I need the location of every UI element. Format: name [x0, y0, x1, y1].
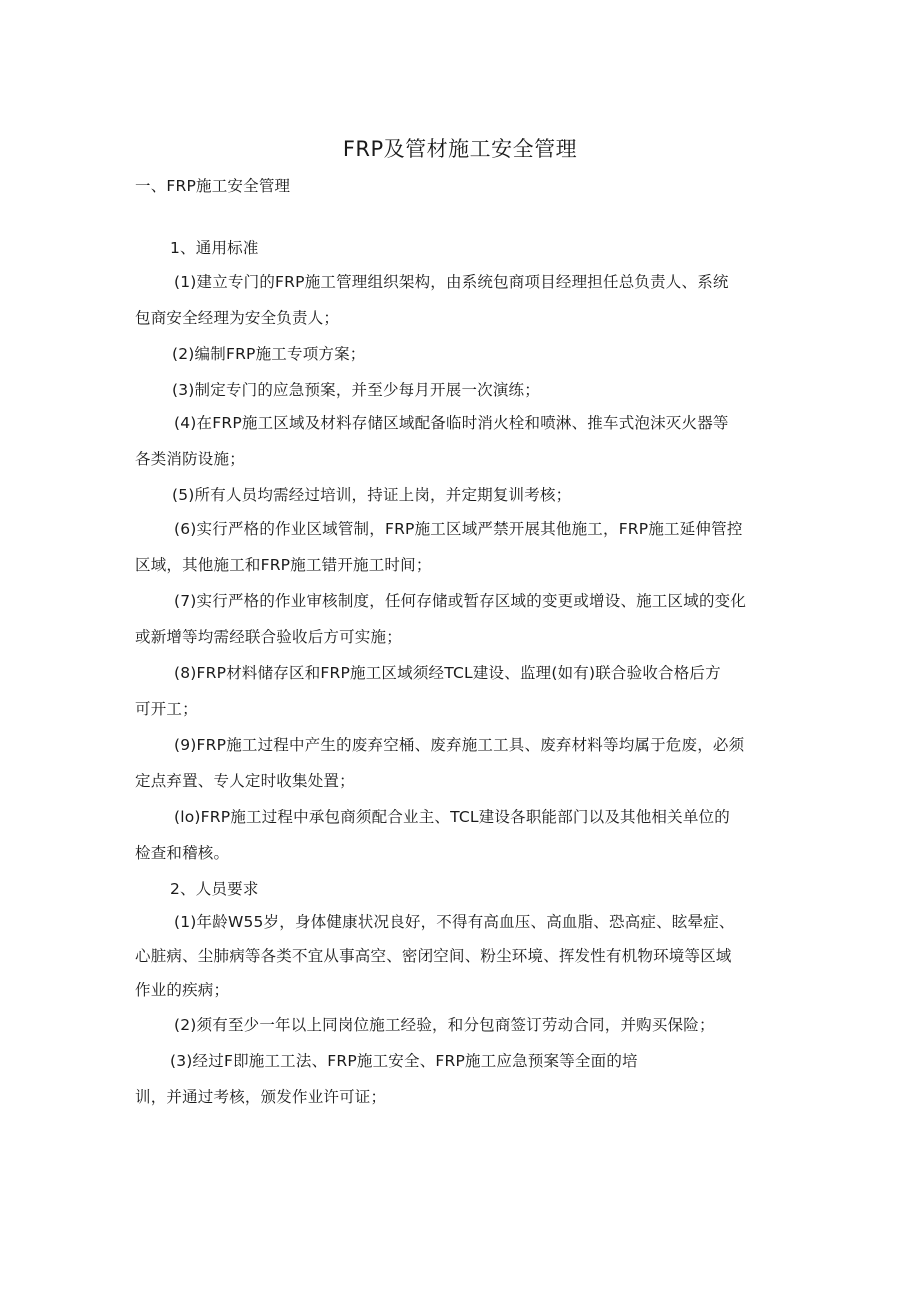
paragraph-line: (7)实行严格的作业审核制度，任何存储或暂存区域的变更或增设、施工区域的变化 [174, 592, 747, 610]
paragraph-line: 训，并通过考核，颁发作业许可证； [135, 1088, 387, 1106]
paragraph-line: 可开工； [135, 700, 198, 718]
paragraph-line: 定点弃置、专人定时收集处置； [135, 772, 355, 790]
paragraph-line: (3)经过F即施工工法、FRP施工安全、FRP施工应急预案等全面的培 [170, 1052, 638, 1070]
subsection-heading: 2、人员要求 [170, 880, 259, 898]
paragraph-line: (1)年龄W55岁，身体健康状况良好，不得有高血压、高血脂、恐高症、眩晕症、 [174, 913, 735, 931]
paragraph-line: (5)所有人员均需经过培训，持证上岗，并定期复训考核； [172, 486, 572, 504]
paragraph-line: (4)在FRP施工区域及材料存储区域配备临时消火栓和喷淋、推车式泡沫灭火器等 [174, 414, 729, 432]
paragraph-line: (2)编制FRP施工专项方案； [172, 345, 366, 363]
paragraph-line: 作业的疾病； [135, 981, 230, 999]
paragraph-line: 包商安全经理为安全负责人； [135, 309, 340, 327]
paragraph-line: (3)制定专门的应急预案，并至少每月开展一次演练； [172, 381, 540, 399]
paragraph-line: (lo)FRP施工过程中承包商须配合业主、TCL建设各职能部门以及其他相关单位的 [174, 808, 730, 826]
paragraph-line: 区域，其他施工和FRP施工错开施工时间； [135, 556, 432, 574]
subsection-heading: 1、通用标准 [170, 239, 259, 257]
paragraph-line: 各类消防设施； [135, 450, 245, 468]
paragraph-line: 或新增等均需经联合验收后方可实施； [135, 628, 402, 646]
paragraph-line: (8)FRP材料储存区和FRP施工区域须经TCL建设、监理(如有)联合验收合格后方 [174, 664, 721, 682]
paragraph-line: (6)实行严格的作业区域管制，FRP施工区域严禁开展其他施工，FRP施工延伸管控 [174, 520, 743, 538]
paragraph-line: (1)建立专门的FRP施工管理组织架构，由系统包商项目经理担任总负责人、系统 [174, 273, 729, 291]
section-heading: 一、FRP施工安全管理 [135, 177, 291, 195]
paragraph-line: (9)FRP施工过程中产生的废弃空桶、废弃施工工具、废弃材料等均属于危废，必须 [174, 736, 745, 754]
paragraph-line: 检查和稽核。 [135, 844, 230, 862]
paragraph-line: 心脏病、尘肺病等各类不宜从事高空、密闭空间、粉尘环境、挥发性有机物环境等区域 [135, 947, 732, 965]
document-title: FRP及管材施工安全管理 [342, 137, 578, 161]
paragraph-line: (2)须有至少一年以上同岗位施工经验，和分包商签订劳动合同，并购买保险； [174, 1016, 715, 1034]
